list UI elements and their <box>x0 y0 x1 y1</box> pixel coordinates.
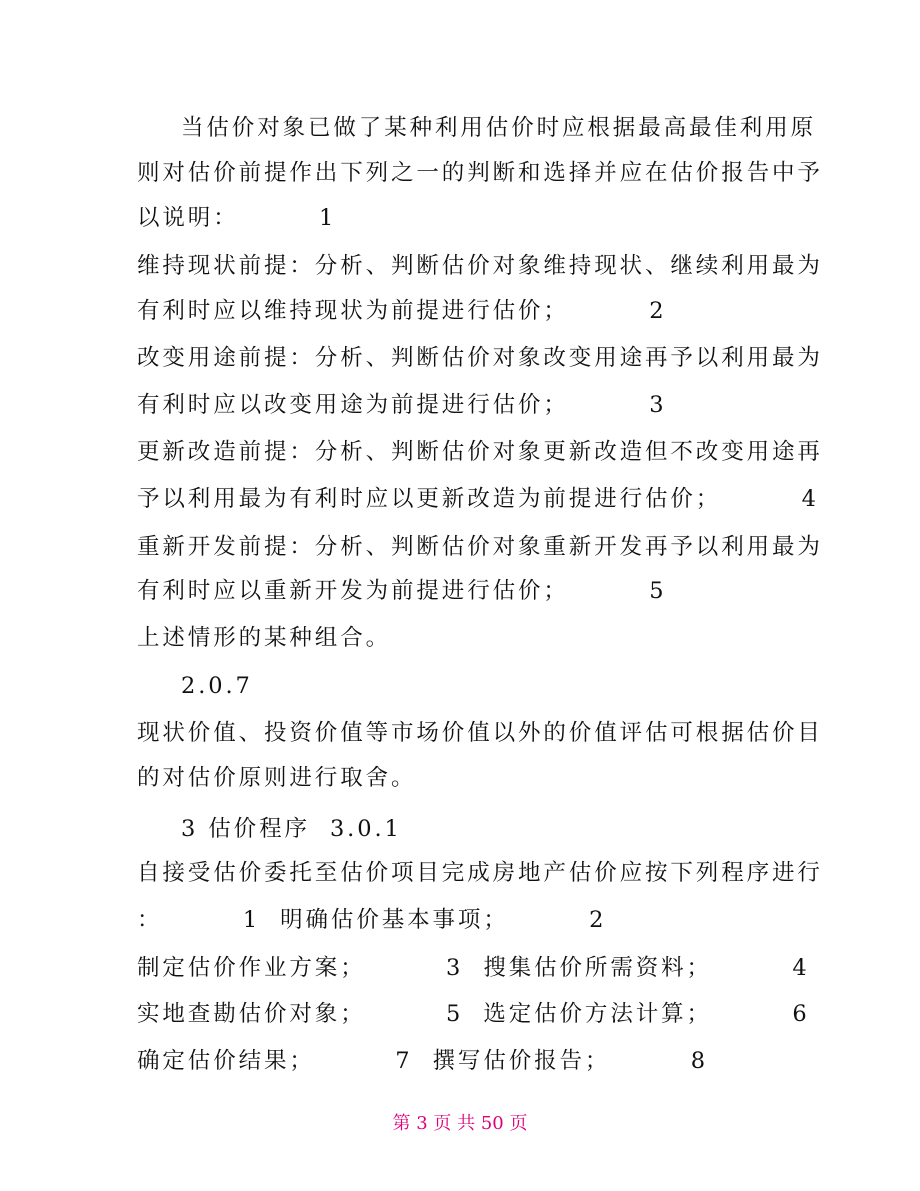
text-line: 重新开发前提：分析、判断估价对象重新开发再予以利用最为 <box>137 534 823 560</box>
text-line: 改变用途前提：分析、判断估价对象改变用途再予以利用最为 <box>137 345 823 371</box>
text-line: 有利时应以改变用途为前提进行估价； 3 <box>137 392 667 418</box>
page-number-footer: 第 3 页 共 50 页 <box>392 1113 528 1134</box>
text-line: 有利时应以重新开发为前提进行估价； 5 <box>137 578 667 604</box>
text-line: 则对估价前提作出下列之一的判断和选择并应在估价报告中予 <box>137 160 823 186</box>
text-line: 3 估价程序 3.0.1 <box>181 816 402 842</box>
text-line: 实地查勘估价对象； 5 选定估价方法计算； 6 <box>137 1001 810 1027</box>
text-line: 更新改造前提：分析、判断估价对象更新改造但不改变用途再 <box>137 439 823 465</box>
text-line: 确定估价结果； 7 撰写估价报告； 8 <box>137 1048 708 1074</box>
text-line: 予以利用最为有利时应以更新改造为前提进行估价； 4 <box>137 486 819 512</box>
text-line: 维持现状前提：分析、判断估价对象维持现状、继续利用最为 <box>137 253 823 279</box>
text-line: 2.0.7 <box>181 673 253 699</box>
text-line: 现状价值、投资价值等市场价值以外的价值评估可根据估价目 <box>137 720 823 746</box>
text-line: ： 1 明确估价基本事项； 2 <box>137 907 607 933</box>
text-line: 的对估价原则进行取舍。 <box>137 765 417 791</box>
text-line: 自接受估价委托至估价项目完成房地产估价应按下列程序进行 <box>137 860 823 886</box>
text-line: 制定估价作业方案； 3 搜集估价所需资料； 4 <box>137 955 810 981</box>
text-line: 以说明： 1 <box>137 205 337 231</box>
text-line: 上述情形的某种组合。 <box>137 625 392 651</box>
text-line: 当估价对象已做了某种利用估价时应根据最高最佳利用原 <box>181 115 817 141</box>
text-line: 有利时应以维持现状为前提进行估价； 2 <box>137 298 667 324</box>
